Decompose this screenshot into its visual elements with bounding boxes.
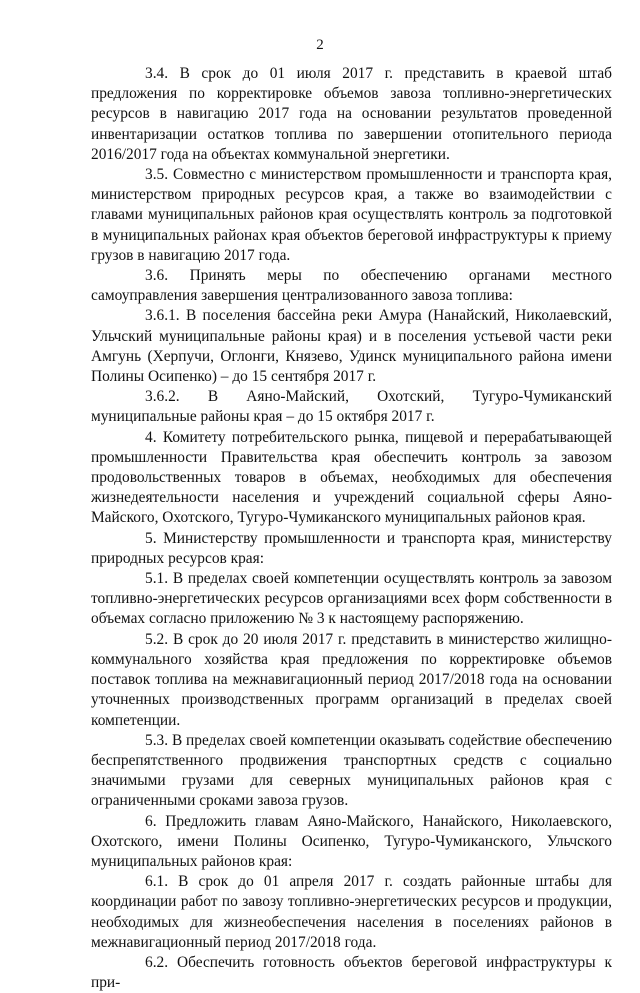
paragraph-3-4: 3.4. В срок до 01 июля 2017 г. представить в краевой штаб предложения по корректировке объемов завоза топливно-энергетических ресурсов в навигацию 2017 года на основании результатов проведенной инвентаризации остатков топлива по завершении отопительного периода 2016/2017 года на объектах коммунальной энергетики. [91,65,612,163]
page-number: 2 [316,37,324,53]
paragraph-6: 6. Предложить главам Аяно-Майского, Нанайского, Николаевского, Охотского, имени Полины Осипенко, Тугуро-Чумиканского, Ульчского муниципальных районов края: [91,812,612,870]
paragraph-4: 4. Комитету потребительского рынка, пищевой и перерабатывающей промышленности Правительства края обеспечить контроль за завозом продовольственных товаров в объемах, необходимых для обеспечения жизнедеятельности населения и учреждений социальной сферы Аяно-Майского, Охотского, Тугуро-Чумиканского муниципальных районов края. [91,428,612,527]
paragraph-5-2: 5.2. В срок до 20 июля 2017 г. представить в министерство жилищно-коммунального хозяйства края предложения по корректировке объемов поставок топлива на межнавигационный период 2017/2018 года на основании уточненных производственных программ организаций в пределах своей компетенции. [91,630,612,729]
paragraph-3-5: 3.5. Совместно с министерством промышленности и транспорта края, министерством природных ресурсов края, а также во взаимодействии с главами муниципальных районов края осуществлять контроль за подготовкой в муниципальных районах края объектов береговой инфраструктуры к приему грузов в навигацию 2017 года. [91,166,612,264]
paragraph-5: 5. Министерству промышленности и транспорта края, министерству природных ресурсов края: [91,529,612,567]
paragraph-5-1: 5.1. В пределах своей компетенции осуществлять контроль за завозом топливно-энергетических ресурсов организациями всех форм собственности в объемах согласно приложению № 3 к настоящему распоряжению. [91,570,612,628]
paragraph-3-6: 3.6. Принять меры по обеспечению органами местного самоуправления завершения централизованного завоза топлива: [91,267,612,305]
paragraph-5-3: 5.3. В пределах своей компетенции оказывать содействие обеспечению беспрепятственного продвижения транспортных средств с социально значимыми грузами для северных муниципальных районов края с ограниченными сроками завоза грузов. [91,731,612,810]
paragraph-6-2: 6.2. Обеспечить готовность объектов береговой инфраструктуры к при- [91,953,612,992]
paragraph-3-6-1: 3.6.1. В поселения бассейна реки Амура (Нанайский, Николаевский, Ульчский муниципальные районы края) и в поселения устьевой части реки Амгунь (Херпучи, Оглонги, Князево, Удинск муниципального района имени Полины Осипенко) – до 15 сентября 2017 г. [91,307,612,386]
paragraph-3-6-2: 3.6.2. В Аяно-Майский, Охотский, Тугуро-Чумиканский муниципальные районы края – до 15 октября 2017 г. [91,388,612,426]
paragraph-6-1: 6.1. В срок до 01 апреля 2017 г. создать районные штабы для координации работ по завозу топливно-энергетических ресурсов и продукции, необходимых для жизнеобеспечения населения в поселениях районов в межнавигационный период 2017/2018 года. [91,873,612,951]
document-body [91,64,612,993]
